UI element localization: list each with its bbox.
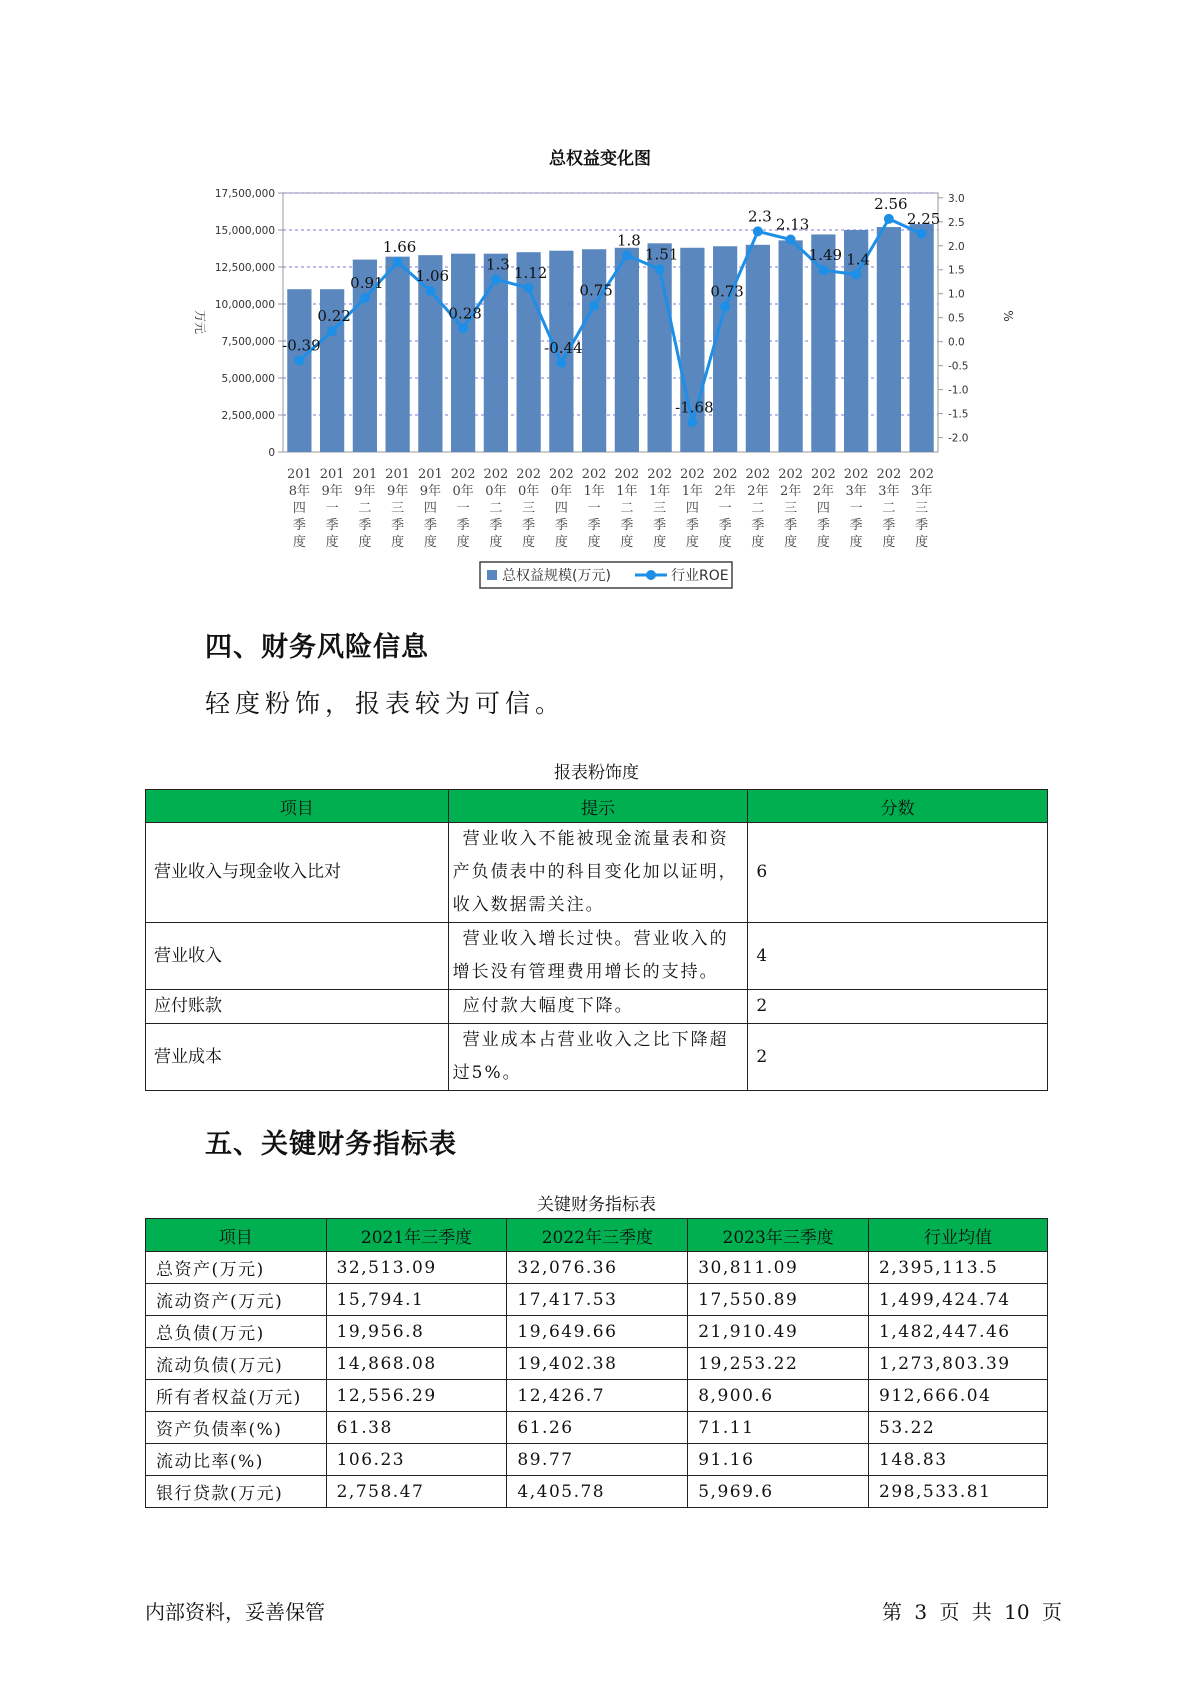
left-tick-label: 17,500,000 (214, 188, 275, 200)
category-label: 二 (489, 501, 503, 516)
right-tick-label: 0.0 (948, 336, 965, 349)
category-label: 季 (849, 518, 863, 533)
risk-tip-line: 产负债表中的科目变化加以证明， (452, 862, 738, 882)
key-header-item: 项目 (146, 1219, 327, 1252)
section-heading-financial-risk: 四、财务风险信息 (205, 632, 429, 663)
equity-bar (451, 254, 475, 452)
footer-page-number: 第 3 页 共 10 页 (882, 1600, 1062, 1624)
category-label: 度 (456, 535, 470, 550)
category-label: 季 (685, 518, 699, 533)
risk-tip-cell (448, 990, 748, 1024)
equity-bar (615, 248, 639, 452)
roe-data-label: 0.22 (317, 307, 351, 326)
equity-bar (386, 257, 410, 452)
key-value-cell: 1,499,424.74 (869, 1284, 1048, 1316)
category-label: 季 (358, 518, 372, 533)
roe-data-label: 1.3 (485, 255, 510, 274)
risk-table-row (146, 923, 1048, 990)
section-heading-key-indicators: 五、关键财务指标表 (205, 1129, 457, 1160)
category-label: 202 (647, 467, 673, 482)
key-value-cell: 89.77 (507, 1444, 688, 1476)
key-table-row (146, 1316, 1048, 1348)
risk-tip-cell (448, 1024, 748, 1091)
category-label: 3年 (878, 484, 900, 499)
left-tick-label: 2,500,000 (221, 410, 275, 422)
category-label: 四 (816, 501, 830, 516)
risk-score-cell: 2 (748, 990, 1048, 1024)
key-value-cell: 32,076.36 (507, 1252, 688, 1284)
category-label: 2年 (714, 484, 736, 499)
right-tick-label: 2.0 (948, 240, 965, 253)
roe-point (524, 283, 534, 293)
roe-data-label: 0.28 (448, 304, 482, 323)
risk-tip-line: 增长没有管理费用增长的支持。 (452, 962, 719, 982)
category-label: 季 (292, 518, 306, 533)
right-tick-label: 3.0 (948, 192, 965, 205)
category-label: 202 (876, 467, 902, 482)
category-label: 3年 (845, 484, 867, 499)
roe-point (622, 250, 632, 260)
category-label: 9年 (354, 484, 376, 499)
roe-point (818, 265, 828, 275)
category-label: 季 (784, 518, 798, 533)
roe-data-label: 2.13 (775, 215, 810, 234)
category-label: 1年 (648, 484, 671, 499)
category-label: 度 (849, 535, 863, 550)
right-axis-title: % (1001, 310, 1015, 322)
key-value-cell: 8,900.6 (688, 1380, 869, 1412)
category-label: 三 (784, 501, 798, 516)
key-table-row (146, 1348, 1048, 1380)
key-value-cell: 1,482,447.46 (869, 1316, 1048, 1348)
key-item-cell: 流动负债(万元) (146, 1348, 327, 1380)
category-label: 0年 (517, 484, 540, 499)
category-label: 四 (554, 501, 568, 516)
category-label: 三 (522, 501, 536, 516)
right-tick-label: -1.0 (948, 384, 969, 397)
key-item-cell: 流动比率(%) (146, 1444, 327, 1476)
key-value-cell: 19,253.22 (688, 1348, 869, 1380)
category-label: 2年 (779, 484, 802, 499)
roe-data-label: 1.4 (846, 250, 871, 269)
key-value-cell: 12,426.7 (507, 1380, 688, 1412)
roe-data-label: 2.3 (747, 207, 772, 226)
category-label: 201 (286, 467, 312, 482)
risk-score-cell: 4 (748, 923, 1048, 990)
footer-confidential-note: 内部资料，妥善保管 (145, 1600, 325, 1624)
left-tick-label: 7,500,000 (221, 336, 275, 348)
equity-bar (287, 289, 311, 452)
equity-chart (0, 0, 1191, 600)
equity-bar (910, 224, 934, 452)
key-table-row (146, 1476, 1048, 1508)
category-label: 三 (391, 501, 405, 516)
category-label: 一 (587, 501, 601, 516)
roe-point (655, 264, 665, 274)
category-label: 度 (718, 535, 732, 550)
equity-bar (713, 246, 737, 452)
key-value-cell: 17,417.53 (507, 1284, 688, 1316)
category-label: 1年 (681, 484, 704, 499)
category-label: 季 (882, 518, 896, 533)
key-item-cell: 所有者权益(万元) (146, 1380, 327, 1412)
roe-point (425, 286, 435, 296)
category-label: 度 (685, 535, 699, 550)
category-label: 201 (319, 467, 345, 482)
equity-bar (779, 240, 803, 452)
category-label: 2年 (747, 484, 769, 499)
category-label: 度 (620, 535, 634, 550)
category-label: 202 (483, 467, 509, 482)
key-value-cell: 15,794.1 (326, 1284, 507, 1316)
roe-data-label: 1.8 (616, 231, 641, 250)
key-table-caption: 关键财务指标表 (537, 1195, 656, 1215)
key-value-cell: 1,273,803.39 (869, 1348, 1048, 1380)
category-label: 度 (816, 535, 830, 550)
roe-point (884, 214, 894, 224)
category-label: 季 (391, 518, 405, 533)
right-tick-label: 2.5 (948, 216, 965, 229)
roe-point (851, 270, 861, 280)
key-indicators-table (145, 1218, 1048, 1508)
roe-point (753, 226, 763, 236)
risk-tip-cell (448, 823, 748, 923)
category-label: 度 (325, 535, 339, 550)
category-label: 202 (450, 467, 476, 482)
category-label: 度 (554, 535, 568, 550)
equity-bar (746, 245, 770, 452)
category-label: 度 (915, 535, 929, 550)
key-value-cell: 53.22 (869, 1412, 1048, 1444)
risk-header-tip: 提示 (448, 790, 748, 823)
equity-bar (517, 252, 541, 452)
risk-score-cell: 2 (748, 1024, 1048, 1091)
category-label: 0年 (485, 484, 507, 499)
roe-data-label: 2.56 (874, 194, 908, 213)
category-label: 季 (489, 518, 503, 533)
roe-point (393, 257, 403, 267)
category-label: 0年 (452, 484, 474, 499)
roe-data-label: 1.66 (382, 238, 417, 257)
roe-point (917, 229, 927, 239)
roe-point (589, 301, 599, 311)
category-label: 9年 (321, 484, 343, 499)
risk-item-cell: 营业成本 (146, 1024, 449, 1091)
risk-table-row (146, 1024, 1048, 1091)
category-label: 二 (358, 501, 372, 516)
category-label: 8年 (288, 484, 311, 499)
category-label: 度 (882, 535, 896, 550)
category-label: 201 (417, 467, 443, 482)
risk-tip-line: 营业收入不能被现金流量表和资 (462, 829, 729, 849)
key-value-cell: 30,811.09 (688, 1252, 869, 1284)
left-tick-label: 10,000,000 (214, 299, 275, 311)
category-label: 202 (581, 467, 607, 482)
key-value-cell: 106.23 (326, 1444, 507, 1476)
category-label: 季 (587, 518, 601, 533)
category-label: 二 (751, 501, 765, 516)
key-value-cell: 12,556.29 (326, 1380, 507, 1412)
category-label: 四 (685, 501, 699, 516)
key-value-cell: 5,969.6 (688, 1476, 869, 1508)
category-label: 四 (292, 501, 306, 516)
left-tick-label: 0 (268, 447, 275, 459)
category-label: 度 (292, 535, 306, 550)
key-value-cell: 61.26 (507, 1412, 688, 1444)
roe-point (458, 323, 468, 333)
key-table-row (146, 1412, 1048, 1444)
category-label: 季 (456, 518, 470, 533)
right-tick-label: 1.5 (948, 264, 965, 277)
category-label: 202 (843, 467, 869, 482)
risk-tip-line: 收入数据需关注。 (452, 895, 605, 915)
category-label: 9年 (419, 484, 442, 499)
category-label: 一 (718, 501, 732, 516)
roe-data-label: 1.12 (513, 263, 548, 282)
risk-table-header-row (146, 790, 1048, 823)
equity-bar (582, 249, 606, 452)
key-table-row (146, 1252, 1048, 1284)
roe-point (556, 358, 566, 368)
risk-header-score: 分数 (748, 790, 1048, 823)
legend-label-equity: 总权益规模(万元) (502, 568, 611, 584)
roe-data-label: 1.06 (415, 266, 450, 285)
left-tick-label: 12,500,000 (214, 262, 275, 274)
key-value-cell: 71.11 (688, 1412, 869, 1444)
risk-item-cell: 应付账款 (146, 990, 449, 1024)
key-value-cell: 14,868.08 (326, 1348, 507, 1380)
key-item-cell: 资产负债率(%) (146, 1412, 327, 1444)
key-value-cell: 19,649.66 (507, 1316, 688, 1348)
roe-point (491, 274, 501, 284)
category-label: 202 (810, 467, 836, 482)
category-label: 季 (718, 518, 732, 533)
roe-point (687, 417, 697, 427)
category-label: 季 (423, 518, 437, 533)
category-label: 201 (385, 467, 411, 482)
category-label: 202 (614, 467, 640, 482)
category-label: 三 (653, 501, 667, 516)
roe-point (327, 326, 337, 336)
key-header-2023: 2023年三季度 (688, 1219, 869, 1252)
risk-summary-text: 轻度粉饰，报表较为可信。 (205, 689, 566, 718)
legend-line-marker (646, 570, 656, 580)
risk-header-item: 项目 (146, 790, 449, 823)
category-label: 季 (816, 518, 830, 533)
left-tick-label: 5,000,000 (221, 373, 275, 385)
category-label: 3年 (910, 484, 933, 499)
roe-point (294, 355, 304, 365)
risk-table (145, 789, 1048, 1091)
risk-tip-line: 过5%。 (452, 1063, 522, 1083)
category-label: 202 (778, 467, 804, 482)
key-item-cell: 总负债(万元) (146, 1316, 327, 1348)
category-label: 201 (352, 467, 378, 482)
key-table-row (146, 1284, 1048, 1316)
risk-table-row (146, 990, 1048, 1024)
category-label: 季 (915, 518, 929, 533)
risk-tip-cell (448, 923, 748, 990)
category-label: 202 (712, 467, 738, 482)
roe-point (360, 293, 370, 303)
category-label: 202 (679, 467, 705, 482)
key-value-cell: 148.83 (869, 1444, 1048, 1476)
roe-data-label: 0.75 (579, 281, 613, 300)
roe-data-label: 1.51 (644, 245, 679, 264)
roe-point (786, 235, 796, 245)
category-label: 202 (548, 467, 574, 482)
category-label: 季 (653, 518, 667, 533)
key-value-cell: 91.16 (688, 1444, 869, 1476)
key-table-row (146, 1380, 1048, 1412)
category-label: 9年 (386, 484, 409, 499)
key-value-cell: 298,533.81 (869, 1476, 1048, 1508)
key-value-cell: 2,395,113.5 (869, 1252, 1048, 1284)
category-label: 三 (915, 501, 929, 516)
category-label: 1年 (583, 484, 605, 499)
category-label: 2年 (812, 484, 835, 499)
roe-data-label: 2.25 (906, 209, 941, 228)
category-label: 度 (751, 535, 765, 550)
risk-table-caption: 报表粉饰度 (554, 763, 639, 783)
category-label: 一 (325, 501, 339, 516)
category-label: 二 (620, 501, 634, 516)
category-label: 度 (391, 535, 405, 550)
key-value-cell: 21,910.49 (688, 1316, 869, 1348)
category-label: 季 (751, 518, 765, 533)
plot-area (283, 193, 941, 452)
right-tick-label: -2.0 (948, 432, 969, 445)
category-label: 202 (745, 467, 771, 482)
category-label: 一 (456, 501, 470, 516)
category-label: 度 (587, 535, 601, 550)
key-header-industry-avg: 行业均值 (869, 1219, 1048, 1252)
roe-data-label: 1.49 (808, 246, 843, 265)
category-label: 度 (423, 535, 437, 550)
roe-data-label: 0.91 (350, 274, 384, 293)
equity-bar (877, 227, 901, 452)
right-tick-label: -0.5 (948, 360, 969, 373)
key-value-cell: 19,956.8 (326, 1316, 507, 1348)
key-item-cell: 银行贷款(万元) (146, 1476, 327, 1508)
key-table-row (146, 1444, 1048, 1476)
key-value-cell: 17,550.89 (688, 1284, 869, 1316)
roe-data-label: 0.73 (710, 282, 744, 301)
right-tick-label: -1.5 (948, 408, 969, 421)
legend-bar-swatch (487, 570, 497, 580)
left-axis-title: 万元 (193, 309, 207, 335)
category-label: 季 (522, 518, 536, 533)
roe-data-label: -0.44 (544, 338, 583, 357)
key-item-cell: 总资产(万元) (146, 1252, 327, 1284)
key-value-cell: 61.38 (326, 1412, 507, 1444)
key-header-2022: 2022年三季度 (507, 1219, 688, 1252)
risk-tip-line: 营业成本占营业收入之比下降超 (462, 1030, 729, 1050)
key-header-2021: 2021年三季度 (326, 1219, 507, 1252)
category-label: 四 (423, 501, 437, 516)
risk-table-row (146, 823, 1048, 923)
risk-tip-line: 应付款大幅度下降。 (462, 996, 634, 1016)
category-label: 度 (358, 535, 372, 550)
key-value-cell: 2,758.47 (326, 1476, 507, 1508)
roe-point (720, 302, 730, 312)
category-label: 季 (554, 518, 568, 533)
category-label: 0年 (550, 484, 573, 499)
key-value-cell: 912,666.04 (869, 1380, 1048, 1412)
roe-data-label: -0.39 (282, 336, 321, 355)
category-label: 二 (882, 501, 896, 516)
right-tick-label: 0.5 (948, 312, 965, 325)
roe-data-label: -1.68 (675, 398, 714, 417)
category-label: 度 (653, 535, 667, 550)
category-label: 度 (522, 535, 536, 550)
key-value-cell: 4,405.78 (507, 1476, 688, 1508)
key-value-cell: 32,513.09 (326, 1252, 507, 1284)
category-label: 202 (516, 467, 542, 482)
risk-score-cell: 6 (748, 823, 1048, 923)
key-table-header-row (146, 1219, 1048, 1252)
left-tick-label: 15,000,000 (214, 225, 275, 237)
category-label: 1年 (616, 484, 638, 499)
category-label: 季 (325, 518, 339, 533)
risk-tip-line: 营业收入增长过快。营业收入的 (462, 929, 729, 949)
right-tick-label: 1.0 (948, 288, 965, 301)
key-value-cell: 19,402.38 (507, 1348, 688, 1380)
category-label: 一 (849, 501, 863, 516)
legend-label-roe: 行业ROE (671, 568, 729, 584)
category-label: 202 (909, 467, 935, 482)
category-label: 季 (620, 518, 634, 533)
category-label: 度 (489, 535, 503, 550)
key-item-cell: 流动资产(万元) (146, 1284, 327, 1316)
chart-title: 总权益变化图 (549, 149, 651, 169)
risk-item-cell: 营业收入 (146, 923, 449, 990)
category-label: 度 (784, 535, 798, 550)
risk-item-cell: 营业收入与现金收入比对 (146, 823, 449, 923)
